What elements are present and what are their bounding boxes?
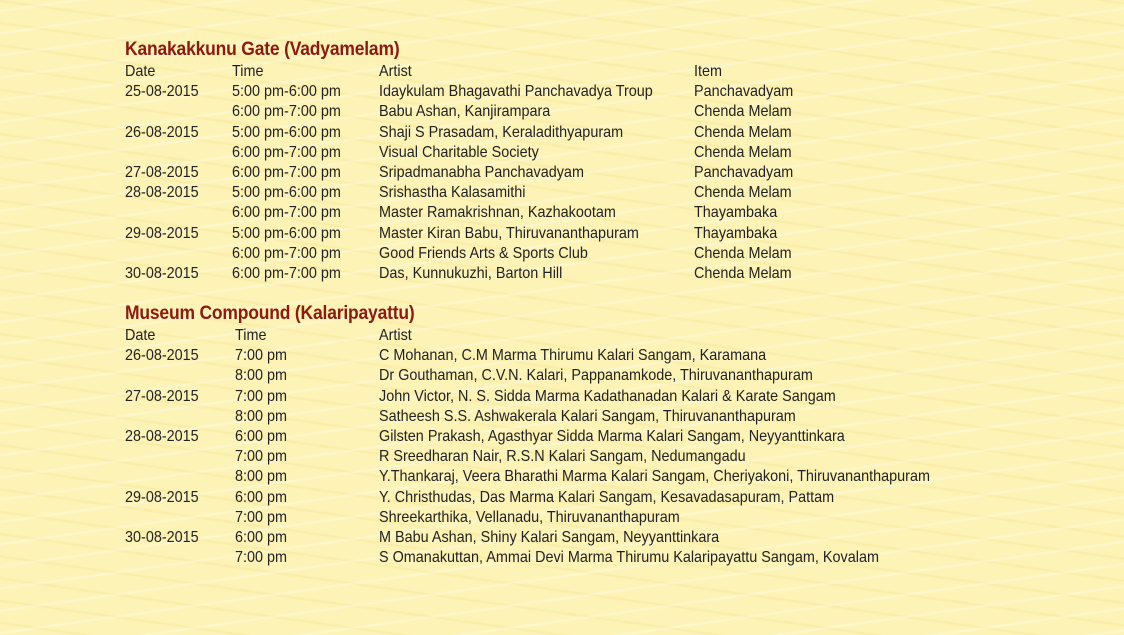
cell-time: 6:00 pm-7:00 pm — [232, 264, 341, 282]
header-item: Item — [694, 63, 723, 80]
cell-artist: Y. Christhudas, Das Marma Kalari Sangam, Kesavadasapuram, Pattam — [379, 488, 835, 506]
cell-time: 7:00 pm — [235, 508, 288, 526]
cell-time: 8:00 pm — [235, 407, 288, 425]
table-row — [125, 102, 792, 122]
kalari-schedule — [125, 302, 930, 568]
cell-time: 6:00 pm — [235, 528, 288, 546]
table-row — [125, 123, 792, 143]
cell-artist: Satheesh S.S. Ashwakerala Kalari Sangam, Thiruvananthapuram — [379, 407, 796, 425]
cell-time: 7:00 pm — [235, 549, 288, 567]
cell-item: Panchavadyam — [694, 163, 794, 181]
cell-date: 27-08-2015 — [125, 163, 199, 181]
table-row — [125, 224, 778, 244]
cell-artist: Dr Gouthaman, C.V.N. Kalari, Pappanamkode, Thiruvananthapuram — [379, 367, 813, 385]
kalari-header-row — [125, 326, 440, 346]
cell-time: 6:00 pm-7:00 pm — [232, 204, 341, 222]
cell-time: 7:00 pm — [235, 448, 288, 466]
cell-item: Chenda Melam — [694, 123, 792, 141]
table-row — [125, 447, 746, 467]
cell-artist: M Babu Ashan, Shiny Kalari Sangam, Neyyanttinkara — [379, 528, 720, 546]
cell-item: Chenda Melam — [694, 184, 792, 202]
kalari-title: Museum Compound (Kalaripayattu) — [125, 303, 415, 324]
cell-item: Panchavadyam — [694, 83, 794, 101]
cell-time: 6:00 pm — [235, 488, 288, 506]
table-row — [125, 203, 778, 223]
cell-artist: Shaji S Prasadam, Keraladithyapuram — [379, 123, 624, 141]
cell-date: 26-08-2015 — [125, 347, 199, 365]
cell-time: 6:00 pm-7:00 pm — [232, 244, 341, 262]
table-row — [125, 244, 792, 264]
cell-date: 25-08-2015 — [125, 83, 199, 101]
cell-date: 27-08-2015 — [125, 387, 199, 405]
cell-date: 30-08-2015 — [125, 528, 199, 546]
cell-time: 6:00 pm-7:00 pm — [232, 103, 341, 121]
cell-item: Chenda Melam — [694, 143, 792, 161]
cell-artist: Shreekarthika, Vellanadu, Thiruvananthapuram — [379, 508, 680, 526]
cell-artist: Srishastha Kalasamithi — [379, 184, 526, 202]
table-row — [125, 508, 680, 528]
table-row — [125, 488, 835, 508]
cell-item: Chenda Melam — [694, 103, 792, 121]
cell-artist: Sripadmanabha Panchavadyam — [379, 163, 584, 181]
cell-item: Chenda Melam — [694, 244, 792, 262]
table-row — [125, 346, 767, 366]
cell-time: 5:00 pm-6:00 pm — [232, 184, 341, 202]
cell-time: 8:00 pm — [235, 367, 288, 385]
cell-time: 8:00 pm — [235, 468, 288, 486]
table-row — [125, 366, 813, 386]
cell-artist: Good Friends Arts & Sports Club — [379, 244, 588, 262]
table-row — [125, 183, 792, 203]
table-row — [125, 548, 879, 568]
cell-time: 7:00 pm — [235, 347, 288, 365]
table-row — [125, 163, 794, 183]
cell-artist: John Victor, N. S. Sidda Marma Kadathanadan Kalari & Karate Sangam — [379, 387, 836, 405]
header-time: Time — [232, 63, 264, 80]
header-artist: Artist — [379, 327, 412, 344]
table-row — [125, 82, 794, 102]
cell-time: 6:00 pm-7:00 pm — [232, 143, 341, 161]
cell-date: 26-08-2015 — [125, 123, 199, 141]
cell-date: 28-08-2015 — [125, 427, 199, 445]
vadyamelam-title: Kanakakkunu Gate (Vadyamelam) — [125, 39, 400, 60]
table-row — [125, 528, 720, 548]
cell-artist: Y.Thankaraj, Veera Bharathi Marma Kalari Sangam, Cheriyakoni, Thiruvananthapuram — [379, 468, 930, 486]
cell-date: 29-08-2015 — [125, 224, 199, 242]
table-row — [125, 143, 792, 163]
cell-item: Thayambaka — [694, 224, 778, 242]
cell-item: Thayambaka — [694, 204, 778, 222]
cell-artist: Gilsten Prakash, Agasthyar Sidda Marma Kalari Sangam, Neyyanttinkara — [379, 427, 845, 445]
cell-artist: Babu Ashan, Kanjirampara — [379, 103, 551, 121]
cell-date: 28-08-2015 — [125, 184, 199, 202]
header-date: Date — [125, 63, 156, 80]
header-time: Time — [235, 327, 267, 344]
vadyamelam-header-row — [125, 62, 723, 82]
cell-artist: Master Kiran Babu, Thiruvananthapuram — [379, 224, 639, 242]
header-artist: Artist — [379, 63, 412, 80]
header-date: Date — [125, 327, 156, 344]
cell-time: 5:00 pm-6:00 pm — [232, 83, 341, 101]
cell-date: 29-08-2015 — [125, 488, 199, 506]
cell-artist: Visual Charitable Society — [379, 143, 539, 161]
cell-artist: S Omanakuttan, Ammai Devi Marma Thirumu Kalaripayattu Sangam, Kovalam — [379, 549, 879, 567]
cell-time: 5:00 pm-6:00 pm — [232, 123, 341, 141]
cell-time: 5:00 pm-6:00 pm — [232, 224, 341, 242]
cell-artist: Master Ramakrishnan, Kazhakootam — [379, 204, 616, 222]
table-row — [125, 264, 792, 284]
cell-artist: Idaykulam Bhagavathi Panchavadya Troup — [379, 83, 653, 101]
cell-artist: C Mohanan, C.M Marma Thirumu Kalari Sangam, Karamana — [379, 347, 767, 365]
cell-artist: Das, Kunnukuzhi, Barton Hill — [379, 264, 563, 282]
cell-time: 6:00 pm-7:00 pm — [232, 163, 341, 181]
cell-time: 6:00 pm — [235, 427, 288, 445]
vadyamelam-schedule — [125, 38, 794, 284]
table-row — [125, 407, 796, 427]
table-row — [125, 387, 836, 407]
table-row — [125, 427, 845, 447]
cell-artist: R Sreedharan Nair, R.S.N Kalari Sangam, Nedumangadu — [379, 448, 746, 466]
cell-date: 30-08-2015 — [125, 264, 199, 282]
table-row — [125, 467, 930, 487]
cell-time: 7:00 pm — [235, 387, 288, 405]
cell-item: Chenda Melam — [694, 264, 792, 282]
